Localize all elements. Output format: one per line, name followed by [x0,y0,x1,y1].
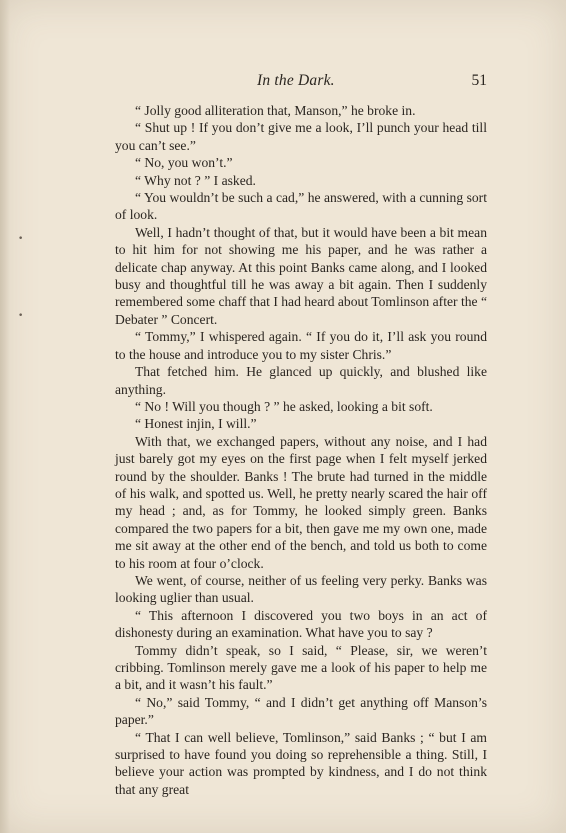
paragraph: “ This afternoon I discovered you two boys in an act of dishonesty during an examination. What have you to say ? [115,607,487,641]
page-header [115,72,487,92]
page-number: 51 [471,72,487,89]
paragraph: “ Honest injin, I will.” [135,416,257,432]
paragraph: “ Why not ? ” I asked. [135,172,256,188]
paragraph: “ Shut up ! If you don’t give me a look, I’ll punch your head till you can’t see.” [115,120,487,153]
running-title: In the Dark. [257,72,335,89]
paragraph: “ You wouldn’t be such a cad,” he answered, with a cunning sort of look. [115,190,487,223]
paragraph: “ Tommy,” I whispered again. “ If you do it, I’ll ask you round to the house and introduce you to my sister Chris.” [115,329,487,362]
paragraph: Tommy didn’t speak, so I said, “ Please, sir, we weren’t cribbing. Tomlinson merely gave me a look of his paper to help me a bit, and it wasn’t his fault.” [115,642,487,693]
paragraph: With that, we exchanged papers, without any noise, and I had just barely got my eyes on the first page when I felt myself jerked round by the shoulder. Banks ! The brute had turned in the middle of his walk, and spotted us. Well, he pretty nearly scared the hair off my head ; and, as for Tommy, he looked simply green. Banks compared the two papers for a bit, then gave me my own one, made me sit away at the other end of the bench, and told us both to come to his room at four o’clock. [115,433,487,571]
paragraph: “ No ! Will you though ? ” he asked, looking a bit soft. [135,398,433,414]
page-gutter-shadow [0,0,10,833]
paragraph: “ No,” said Tommy, “ and I didn’t get anything off Manson’s paper.” [115,694,487,728]
paragraph: That fetched him. He glanced up quickly, and blushed like anything. [115,364,487,397]
paragraph: “ No, you won’t.” [135,155,233,171]
paragraph: We went, of course, neither of us feeling very perky. Banks was looking uglier than usual. [115,572,487,606]
paragraph: “ Jolly good alliteration that, Manson,” he broke in. [135,103,416,118]
paragraph: Well, I hadn’t thought of that, but it would have been a bit mean to hit him for not showing me his paper, and he was rather a delicate chap anyway. At this point Banks came along, and I looked busy and thoughtful till he was away a bit again. Then I suddenly remembered some chaff that I had heard about Tomlinson after the “ Debater ” Concert. [115,224,487,327]
body-text [115,102,487,798]
paragraph: “ That I can well believe, Tomlinson,” said Banks ; “ but I am surprised to have found you doing so reprehensible a thing. Still, I believe your action was prompted by kindness, and I do not think that any great [115,729,487,797]
margin-mark: • [18,311,24,321]
margin-mark: • [18,234,24,244]
